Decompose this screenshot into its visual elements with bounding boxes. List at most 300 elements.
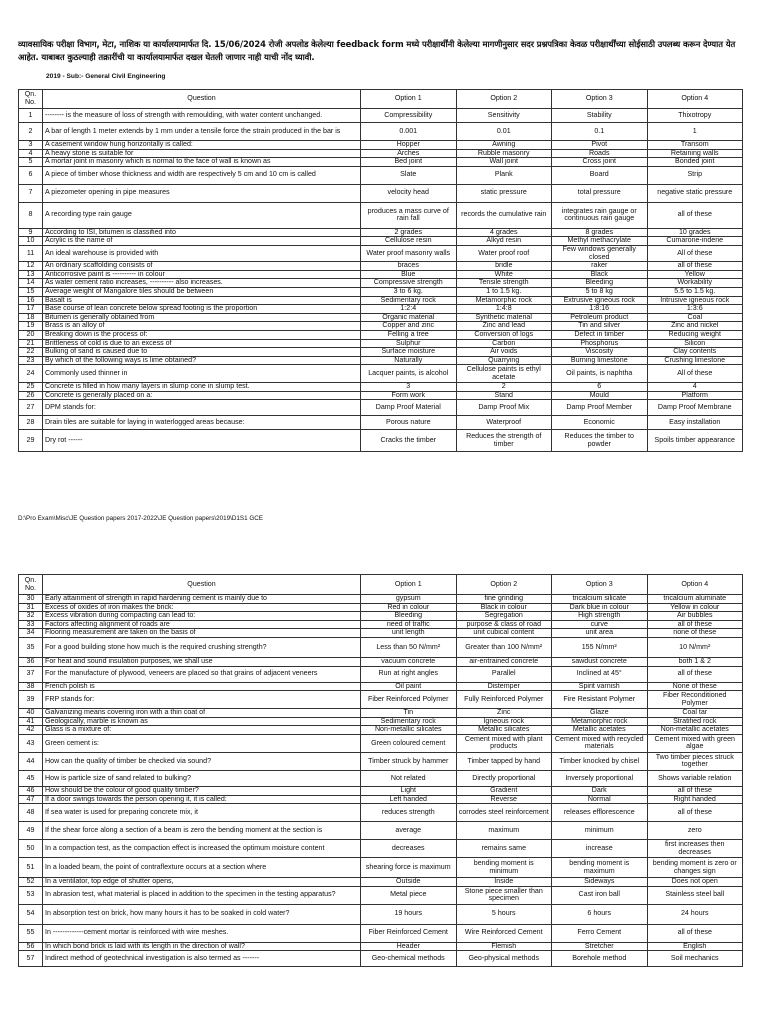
option-4: Strip [647,166,743,184]
question-number: 43 [19,734,43,752]
option-2: static pressure [456,184,552,202]
table-row [19,822,743,840]
question-number: 17 [19,305,43,314]
option-1: vacuum concrete [361,657,457,666]
option-2: bending moment is minimum [456,858,552,878]
option-3: raker [552,262,648,271]
option-1: Naturally [361,356,457,365]
option-4: first increases then decreases [647,840,743,858]
option-1: Bleeding [361,612,457,621]
option-2: 1:4:8 [456,305,552,314]
question-number: 49 [19,822,43,840]
option-1: Geo-chemical methods [361,951,457,967]
question-text: In absorption test on brick, how many hours it has to be soaked in cold water? [43,904,361,924]
option-3: Stability [552,109,648,123]
question-text: Glass is a mixture of: [43,726,361,735]
column-header-option-4: Option 4 [647,575,743,595]
question-number: 22 [19,348,43,357]
question-number: 14 [19,279,43,288]
question-number: 48 [19,804,43,822]
option-3: Tin and silver [552,322,648,331]
question-text: In a ventilator, top edge of shutter opens, [43,878,361,887]
question-text: A mortar joint in masonry which is normal to the face of wall is known as [43,158,361,167]
column-header-question-number: Qn. No. [19,575,43,595]
option-1: velocity head [361,184,457,202]
table-row [19,400,743,416]
option-1: Header [361,942,457,951]
question-number: 53 [19,886,43,904]
question-text: Geologically, marble is known as [43,717,361,726]
option-1: Outside [361,878,457,887]
question-text: A piece of timber whose thickness and width are respectively 5 cm and 10 cm is called [43,166,361,184]
option-1: Arches [361,149,457,158]
option-4: zero [647,822,743,840]
question-text: In abrasion test, what material is placed in addition to the specimen in the testing apparatus? [43,886,361,904]
option-4: all of these [647,804,743,822]
table-row [19,149,743,158]
option-4: 1 [647,123,743,141]
question-number: 51 [19,858,43,878]
column-header-option-2: Option 2 [456,575,552,595]
option-1: need of traffic [361,620,457,629]
option-1: 3 [361,383,457,392]
question-text: If the shear force along a section of a beam is zero the bending moment at the section is [43,822,361,840]
option-4: all of these [647,202,743,228]
option-1: Tin [361,709,457,718]
option-1: Slate [361,166,457,184]
table-header-row [19,575,743,595]
option-1: average [361,822,457,840]
question-text: Excess vibration during compacting can lead to: [43,612,361,621]
table-header-row [19,90,743,109]
table-row [19,270,743,279]
table-row [19,237,743,246]
question-number: 44 [19,752,43,770]
option-3: bending moment is maximum [552,858,648,878]
question-number: 20 [19,330,43,339]
option-3: Black [552,270,648,279]
option-1: Blue [361,270,457,279]
option-3: Cement mixed with recycled materials [552,734,648,752]
question-number: 18 [19,313,43,322]
option-1: Fiber Reinforced Polymer [361,691,457,709]
table-row [19,330,743,339]
option-3: Metallic acetates [552,726,648,735]
option-4: tricalcium aluminate [647,595,743,604]
question-number: 30 [19,595,43,604]
option-4: Crushing limestone [647,356,743,365]
option-2: Wire Reinforced Cement [456,924,552,942]
option-1: Surface moisture [361,348,457,357]
option-3: Methyl methacrylate [552,237,648,246]
option-4: Does not open [647,878,743,887]
question-text: If sea water is used for preparing concrete mix, it [43,804,361,822]
option-2: Damp Proof Mix [456,400,552,416]
option-4: Fiber Reconditioned Polymer [647,691,743,709]
option-4: Spoils timber appearance [647,430,743,452]
question-text: An ideal warehouse is provided with [43,245,361,261]
option-4: Yellow [647,270,743,279]
table-row [19,886,743,904]
option-2: Conversion of logs [456,330,552,339]
question-number: 35 [19,637,43,657]
option-3: curve [552,620,648,629]
question-text: If a door swings towards the person opening it, it is called: [43,795,361,804]
option-4: 10 grades [647,228,743,237]
question-number: 4 [19,149,43,158]
question-number: 23 [19,356,43,365]
column-header-option-3: Option 3 [552,90,648,109]
option-1: Hopper [361,141,457,150]
table-row [19,365,743,383]
question-number: 42 [19,726,43,735]
option-3: Economic [552,416,648,430]
question-number: 46 [19,786,43,795]
question-text: Bitumen is generally obtained from [43,313,361,322]
option-3: Board [552,166,648,184]
option-4: Reducing weight [647,330,743,339]
question-text: For heat and sound insulation purposes, we shall use [43,657,361,666]
option-1: Compressive strength [361,279,457,288]
option-1: Light [361,786,457,795]
question-text: As water cement ratio increases, ---------- also increases. [43,279,361,288]
option-3: Reduces the timber to powder [552,430,648,452]
question-text: In -------------cement mortar is reinforced with wire meshes. [43,924,361,942]
option-2: Cellulose paints is ethyl acetate [456,365,552,383]
option-1: 2 grades [361,228,457,237]
option-3: increase [552,840,648,858]
option-3: 8 grades [552,228,648,237]
option-1: 3 to 6 kg. [361,287,457,296]
option-4: Easy installation [647,416,743,430]
option-4: bending moment is zero or changes sign [647,858,743,878]
question-text: -------- is the measure of loss of strength with remoulding, with water content unchanged. [43,109,361,123]
option-3: Dark blue in colour [552,603,648,612]
option-2: Metamorphic rock [456,296,552,305]
question-number: 28 [19,416,43,430]
option-2: maximum [456,822,552,840]
option-1: gypsum [361,595,457,604]
option-1: Cracks the timber [361,430,457,452]
option-1: braces [361,262,457,271]
option-2: Stone piece smaller than specimen [456,886,552,904]
option-3: minimum [552,822,648,840]
table-row [19,141,743,150]
option-1: Not related [361,770,457,786]
file-path: D:\Pro Exam\Misc\JE Question papers 2017-2022\JE Question papers\2019\D1S1 GCE [18,515,264,522]
option-2: 5 hours [456,904,552,924]
option-4: All of these [647,365,743,383]
option-1: Cellulose resin [361,237,457,246]
question-number: 50 [19,840,43,858]
question-number: 13 [19,270,43,279]
option-3: Glaze [552,709,648,718]
table-row [19,620,743,629]
option-4: Intrusive igneous rock [647,296,743,305]
option-2: White [456,270,552,279]
question-number: 12 [19,262,43,271]
table-row [19,279,743,288]
option-1: 0.001 [361,123,457,141]
option-4: Workability [647,279,743,288]
option-1: Bed joint [361,158,457,167]
table-row [19,629,743,638]
question-number: 41 [19,717,43,726]
option-2: Zinc [456,709,552,718]
option-1: Compressibility [361,109,457,123]
option-3: Bleeding [552,279,648,288]
question-text: Basalt is [43,296,361,305]
option-2: Igneous rock [456,717,552,726]
question-text: Galvanizing means covering iron with a thin coat of [43,709,361,718]
option-3: Pivot [552,141,648,150]
option-2: Alkyd resin [456,237,552,246]
option-2: 4 grades [456,228,552,237]
option-3: Ferro Cement [552,924,648,942]
table-row [19,348,743,357]
option-4: Coal [647,313,743,322]
notice-text: व्यावसायिक परीक्षा विभाग, मेटा, नाशिक या कार्यालयामार्फत दि. 15/06/2024 रोजी अपलोड केलेल्या feedback form मध्ये परीक्षार्थींनी केलेल्या मागणीनुसार सदर प्रश्नपत्रिका केवळ परीक्षार्थींच्या सोईसाठी उपलब्ध करून देण्यात येत आहेत. याबाबत कुठल्याही तक्रारींची या कार्यालयामार्फत दखल घेतली जाणार नाही याची नोंद घ्यावी. [18,39,736,62]
question-text: How is particle size of sand related to bulking? [43,770,361,786]
option-1: Porous nature [361,416,457,430]
question-text: A piezometer opening in pipe measures [43,184,361,202]
option-4: Shows variable relation [647,770,743,786]
question-text: According to ISI, bitumen is classified into [43,228,361,237]
option-2: Tensile strength [456,279,552,288]
table-row [19,717,743,726]
option-4: Coal tar [647,709,743,718]
option-3: unit area [552,629,648,638]
option-2: Geo-physical methods [456,951,552,967]
option-3: 1:8:16 [552,305,648,314]
option-2: unit cubical content [456,629,552,638]
option-4: Cement mixed with green algae [647,734,743,752]
option-2: Carbon [456,339,552,348]
option-2: records the cumulative rain [456,202,552,228]
question-table-2 [18,574,743,967]
question-number: 11 [19,245,43,261]
option-4: None of these [647,682,743,691]
option-4: Non-metallic acetates [647,726,743,735]
table-row [19,752,743,770]
option-1: Green coloured cement [361,734,457,752]
option-1: Sulphur [361,339,457,348]
question-number: 38 [19,682,43,691]
option-4: Damp Proof Membrane [647,400,743,416]
question-number: 6 [19,166,43,184]
table-row [19,795,743,804]
option-4: all of these [647,262,743,271]
option-2: Rubble masonry [456,149,552,158]
option-4: 1:3:6 [647,305,743,314]
table-row [19,637,743,657]
option-4: Yellow in colour [647,603,743,612]
option-1: Metal piece [361,886,457,904]
option-2: Water proof roof [456,245,552,261]
option-3: Defect in timber [552,330,648,339]
option-1: Sedimentary rock [361,296,457,305]
table-row [19,391,743,400]
option-4: All of these [647,245,743,261]
table-row [19,416,743,430]
table-row [19,383,743,392]
option-3: 6 [552,383,648,392]
option-4: 4 [647,383,743,392]
option-3: tricalcium silicate [552,595,648,604]
question-number: 45 [19,770,43,786]
question-number: 26 [19,391,43,400]
question-text: FRP stands for: [43,691,361,709]
option-2: Metallic silicates [456,726,552,735]
question-text: For a good building stone how much is the required crushing strength? [43,637,361,657]
option-4: Stainless steel ball [647,886,743,904]
table-row [19,878,743,887]
option-2: bridle [456,262,552,271]
table-row [19,305,743,314]
option-1: reduces strength [361,804,457,822]
option-3: Spirit varnish [552,682,648,691]
option-1: Lacquer paints, is alcohol [361,365,457,383]
question-number: 55 [19,924,43,942]
option-3: Mould [552,391,648,400]
option-3: Timber knocked by chisel [552,752,648,770]
question-text: Flooring measurement are taken on the basis of [43,629,361,638]
option-4: Retaining walls [647,149,743,158]
option-3: Metamorphic rock [552,717,648,726]
question-number: 2 [19,123,43,141]
question-text: How should be the colour of good quality timber? [43,786,361,795]
column-header-question-number: Qn. No. [19,90,43,109]
question-number: 15 [19,287,43,296]
option-3: Stretcher [552,942,648,951]
question-number: 9 [19,228,43,237]
option-2: purpose & class of road [456,620,552,629]
question-text: A recording type rain gauge [43,202,361,228]
column-header-question-text: Question [43,575,361,595]
question-text: In a compaction test, as the compaction effect is increased the optimum moisture content [43,840,361,858]
option-2: Awning [456,141,552,150]
option-4: 10 N/mm² [647,637,743,657]
question-text: Concrete is generally placed on a: [43,391,361,400]
option-2: corrodes steel reinforcement [456,804,552,822]
option-3: Inclined at 45° [552,666,648,682]
option-1: Sedimentary rock [361,717,457,726]
option-1: Water proof masonry walls [361,245,457,261]
option-4: all of these [647,786,743,795]
table-row [19,691,743,709]
option-3: Viscosity [552,348,648,357]
option-2: Quarrying [456,356,552,365]
table-row [19,682,743,691]
option-2: Fully Reinforced Polymer [456,691,552,709]
question-text: Excess of oxides of iron makes the brick: [43,603,361,612]
option-3: Burning limestone [552,356,648,365]
option-3: Borehole method [552,951,648,967]
question-number: 32 [19,612,43,621]
option-3: Roads [552,149,648,158]
question-number: 56 [19,942,43,951]
table-row [19,657,743,666]
question-text: Base course of lean concrete below spread footing is the proportion [43,305,361,314]
column-header-option-3: Option 3 [552,575,648,595]
table-row [19,322,743,331]
option-1: Run at right angles [361,666,457,682]
table-row [19,786,743,795]
option-2: Wall joint [456,158,552,167]
table-row [19,245,743,261]
option-3: High strength [552,612,648,621]
table-row [19,709,743,718]
option-4: Thixotropy [647,109,743,123]
option-4: Bonded joint [647,158,743,167]
question-text: Factors affecting alignment of roads are [43,620,361,629]
table-row [19,734,743,752]
question-number: 16 [19,296,43,305]
option-3: Normal [552,795,648,804]
option-2: Waterproof [456,416,552,430]
option-1: decreases [361,840,457,858]
question-number: 31 [19,603,43,612]
option-3: Damp Proof Member [552,400,648,416]
option-2: Synthetic material [456,313,552,322]
column-header-option-1: Option 1 [361,575,457,595]
table-row [19,339,743,348]
option-3: Cross joint [552,158,648,167]
question-text: An ordinary scaffolding consists of [43,262,361,271]
option-2: Timber tapped by hand [456,752,552,770]
option-4: all of these [647,666,743,682]
option-1: produces a mass curve of rain fall [361,202,457,228]
column-header-option-4: Option 4 [647,90,743,109]
question-number: 47 [19,795,43,804]
question-number: 54 [19,904,43,924]
option-2: Greater than 100 N/mm² [456,637,552,657]
question-number: 57 [19,951,43,967]
option-3: Oil paints, is naphtha [552,365,648,383]
table-row [19,924,743,942]
question-text: Green cement is: [43,734,361,752]
question-number: 36 [19,657,43,666]
option-4: Air bubbles [647,612,743,621]
table-row [19,356,743,365]
option-1: Red in colour [361,603,457,612]
question-text: Anticorrosive paint is ---------- in colour [43,270,361,279]
question-number: 3 [19,141,43,150]
option-3: Phosphorus [552,339,648,348]
table-row [19,840,743,858]
question-text: Drain tiles are suitable for laying in waterlogged areas because: [43,416,361,430]
question-text: In a loaded beam, the point of contraflexture occurs at a section where [43,858,361,878]
question-text: French polish is [43,682,361,691]
option-2: fine grinding [456,595,552,604]
question-text: Concrete is filled in how many layers in slump cone in slump test. [43,383,361,392]
table-row [19,603,743,612]
question-number: 27 [19,400,43,416]
option-3: sawdust concrete [552,657,648,666]
option-1: Felling a tree [361,330,457,339]
column-header-option-1: Option 1 [361,90,457,109]
option-3: total pressure [552,184,648,202]
option-1: Left handed [361,795,457,804]
question-text: A heavy stone is suitable for [43,149,361,158]
option-3: Cast iron ball [552,886,648,904]
option-4: Platform [647,391,743,400]
option-4: Right handed [647,795,743,804]
question-text: Breaking down is the process of: [43,330,361,339]
option-1: unit length [361,629,457,638]
question-number: 19 [19,322,43,331]
option-4: Silicon [647,339,743,348]
